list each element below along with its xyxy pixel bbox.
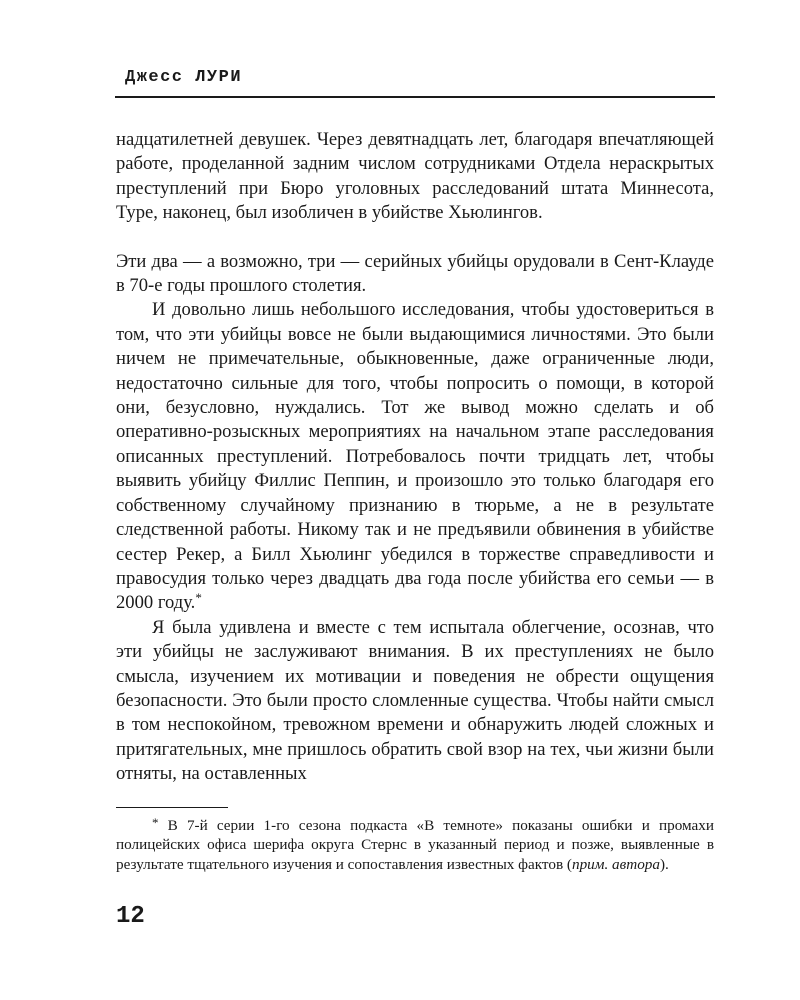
paragraph-4: Я была удивлена и вместе с тем испытала облегчение, осознав, что эти убийцы не заслуживают внимания. В их преступлениях не было смысла, изучением их мотивации и поведения не обрести ощущения безопасности. Это были просто сломленные существа. Чтобы найти смысл в том неспокойном, тревожном времени и обнаружить людей сложных и притягательных, мне пришлось обратить свой взор на тех, чьи жизни были отняты, на оставленных <box>116 616 714 785</box>
footnote-reference[interactable]: * <box>195 590 202 606</box>
running-head: Джесс ЛУРИ <box>125 68 243 87</box>
paragraph-3 <box>116 298 714 615</box>
footnote-text-end: ). <box>660 855 669 873</box>
header-rule <box>115 96 715 98</box>
footnote-paragraph <box>116 816 714 874</box>
paragraph-2: Эти два — а возможно, три — серийных убийцы орудовали в Сент-Клауде в 70-е годы прошлого столетия. <box>116 250 714 297</box>
footnote <box>116 816 714 874</box>
paragraph-3-text: И довольно лишь небольшого исследования, чтобы удостовериться в том, что эти убийцы вовсе не были выдающимися личностями. Это были ничем не примечательные, обыкновенные, даже ограниченные люди, недостаточно сильные для того, чтобы попросить о помощи, в которой они, безусловно, нуждались. Тот же вывод можно сделать и об оперативно-розыскных мероприятиях на начальном этапе расследования описанных преступлений. Потребовалось почти тридцать лет, чтобы выявить убийцу Филлис Пеппин, и произошло это только благодаря его собственному случайному признанию в тюрьме, а не в результате следственной работы. Никому так и не предъявили обвинения в убийстве сестер Рекер, а Билл Хьюлинг убедился в торжестве справедливости и правосудия только через двадцать два года после убийства его семьи — в 2000 году. <box>116 299 714 614</box>
footnote-author-note: прим. автора <box>571 855 660 873</box>
footnote-text: В 7-й серии 1-го сезона подкаста «В темноте» показаны ошибки и промахи полицейских офиса шерифа округа Стернс в указанный период и позже, выявленные в результате тщательного изучения и сопоставления известных фактов ( <box>116 817 714 873</box>
footnote-rule <box>116 807 228 808</box>
paragraph-1: надцатилетней девушек. Через девятнадцать лет, благодаря впечатляющей работе, проделанной задним числом сотрудниками Отдела нераскрытых преступлений при Бюро уголовных расследований штата Миннесота, Туре, наконец, был изобличен в убийстве Хьюлингов. <box>116 129 714 224</box>
body-text <box>116 128 714 787</box>
page-number: 12 <box>116 903 145 930</box>
footnote-marker: * <box>152 815 159 830</box>
